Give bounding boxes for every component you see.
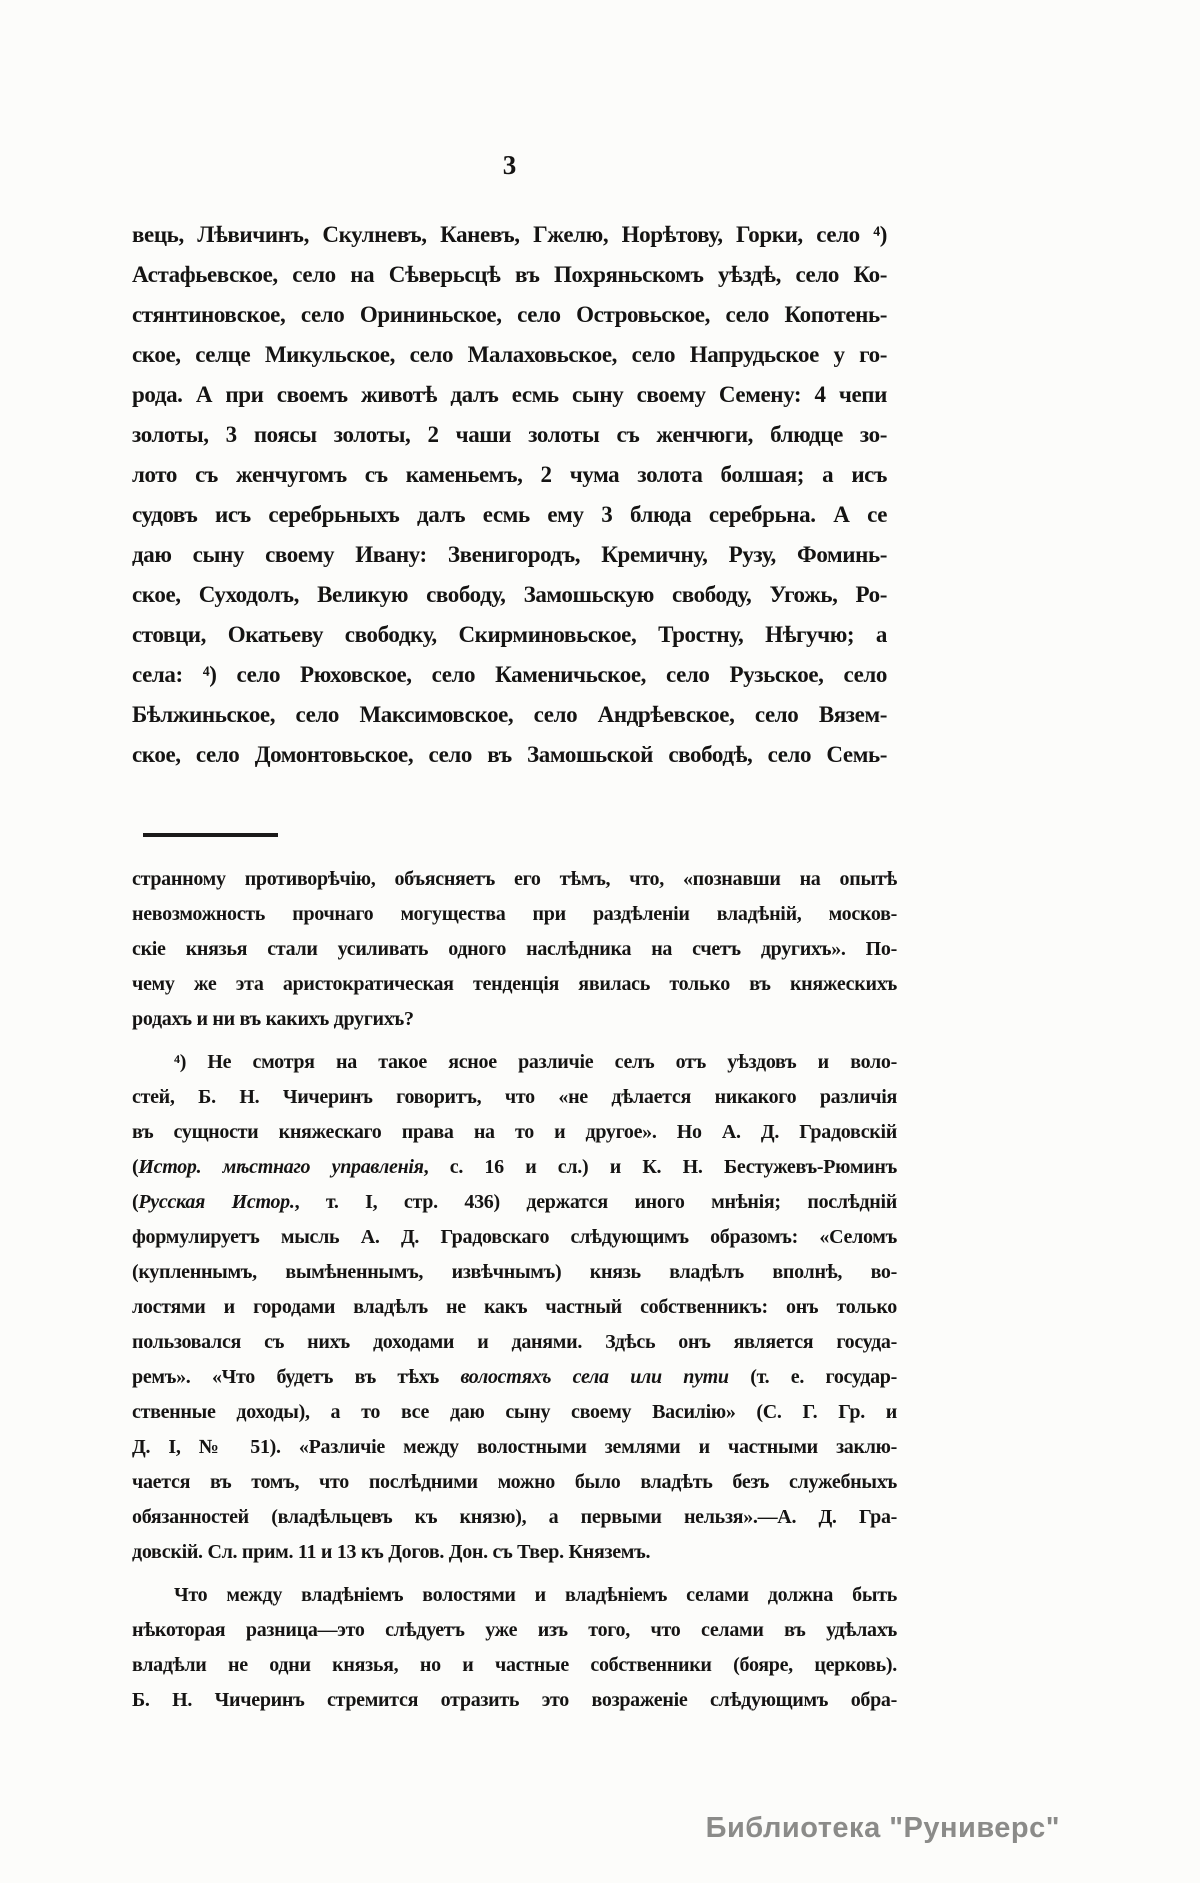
text-line: Бѣлжиньское, село Максимовское, село Андрѣевское, село Вязем- bbox=[132, 702, 887, 727]
text-line: золоты, 3 поясы золоты, 2 чаши золоты съ женчюги, блюдце зо- bbox=[132, 422, 887, 447]
footnote-paragraph bbox=[132, 1045, 897, 1570]
text-line: (купленнымъ, вымѣненнымъ, извѣчнымъ) князь владѣлъ вполнѣ, во- bbox=[132, 1261, 897, 1283]
page-number: 3 bbox=[502, 150, 517, 180]
text-line: довскій. Сл. прим. 11 и 13 къ Догов. Дон. съ Твер. Княземъ. bbox=[132, 1541, 651, 1563]
text-line: Что между владѣніемъ волостями и владѣніемъ селами должна быть bbox=[174, 1584, 897, 1606]
text-line: Астафьевское, село на Сѣверьсцѣ въ Похряньскомъ уѣздѣ, село Ко- bbox=[132, 262, 887, 287]
watermark: Библиотека "Руниверс" bbox=[705, 1812, 1060, 1844]
text-line: ское, Суходолъ, Великую свободу, Замошьскую свободу, Угожь, Ро- bbox=[132, 582, 887, 607]
text-line: судовъ исъ серебрьныхъ далъ есмь ему 3 блюда серебрьна. А се bbox=[132, 502, 887, 527]
text-line: скіе князья стали усиливать одного наслѣдника на счетъ другихъ». По- bbox=[132, 938, 897, 960]
text-line: ⁴) Не смотря на такое ясное различіе селъ отъ уѣздовъ и воло- bbox=[174, 1051, 897, 1073]
text-line: пользовался съ нихъ доходами и данями. Здѣсь онъ является госуда- bbox=[132, 1331, 897, 1353]
text-line: Д. I, № 51). «Различіе между волостными землями и частными заклю- bbox=[132, 1436, 897, 1458]
text-line: даю сыну своему Ивану: Звенигородъ, Кремичну, Рузу, Фоминь- bbox=[132, 542, 887, 567]
text-line: ское, село Домонтовьское, село въ Замошьской свободѣ, село Семь- bbox=[132, 742, 887, 767]
text-line: (Истор. мѣстнаго управленія, с. 16 и сл.) и К. Н. Бестужевъ-Рюминъ bbox=[132, 1156, 897, 1178]
text-line: лото съ женчугомъ съ каменьемъ, 2 чума золота болшая; а исъ bbox=[132, 462, 887, 487]
text-line: чается въ томъ, что послѣдними можно было владѣть безъ служебныхъ bbox=[132, 1471, 897, 1493]
text-line: въ сущности княжескаго права на то и другое». Но А. Д. Градовскій bbox=[132, 1121, 897, 1143]
text-line: ственные доходы), а то все даю сыну своему Василію» (С. Г. Гр. и bbox=[132, 1401, 897, 1423]
text-line: обязанностей (владѣльцевъ къ князю), а первыми нельзя».—А. Д. Гра- bbox=[132, 1506, 897, 1528]
text-line: чему же эта аристократическая тенденція явилась только въ княжескихъ bbox=[132, 973, 897, 995]
text-line: странному противорѣчію, объясняетъ его тѣмъ, что, «познавши на опытѣ bbox=[132, 868, 897, 890]
text-line: владѣли не одни князья, но и частные собственники (бояре, церковь). bbox=[132, 1654, 897, 1676]
text-line: формулируетъ мысль А. Д. Градовскаго слѣдующимъ образомъ: «Селомъ bbox=[132, 1226, 897, 1248]
text-line: лостями и городами владѣлъ не какъ частный собственникъ: онъ только bbox=[132, 1296, 897, 1318]
text-line: стей, Б. Н. Чичеринъ говоритъ, что «не дѣлается никакого различія bbox=[132, 1086, 897, 1108]
text-line: стовци, Окатьеву свободку, Скирминовьское, Тростну, Нѣгучю; а bbox=[132, 622, 887, 647]
text-line: ремъ». «Что будетъ въ тѣхъ волостяхъ села или пути (т. е. государ- bbox=[132, 1366, 897, 1388]
text-line: рода. А при своемъ животѣ далъ есмь сыну своему Семену: 4 чепи bbox=[132, 382, 887, 407]
main-text-block bbox=[132, 215, 887, 775]
text-line: Б. Н. Чичеринъ стремится отразить это возраженіе слѣдующимъ обра- bbox=[132, 1689, 897, 1711]
text-line: (Русская Истор., т. I, стр. 436) держатся иного мнѣнія; послѣдній bbox=[132, 1191, 897, 1213]
text-line: нѣкоторая разница—это слѣдуетъ уже изъ того, что селами въ удѣлахъ bbox=[132, 1619, 897, 1641]
text-line: ское, селце Микульское, село Малаховьское, село Напрудьское у го- bbox=[132, 342, 887, 367]
text-line: невозможность прочнаго могущества при раздѣленіи владѣній, москов- bbox=[132, 903, 897, 925]
text-line: села: ⁴) село Рюховское, село Каменичьское, село Рузьское, село bbox=[132, 662, 887, 687]
footnote-paragraph bbox=[132, 862, 897, 1037]
text-line: родахъ и ни въ какихъ другихъ? bbox=[132, 1008, 414, 1030]
text-line: вець, Лѣвичинъ, Скулневъ, Каневъ, Гжелю, Норѣтову, Горки, село ⁴) bbox=[132, 222, 887, 247]
footnote-paragraph bbox=[132, 1578, 897, 1718]
footnotes-block bbox=[132, 862, 897, 1726]
text-line: стянтиновское, село Орининьское, село Островьское, село Копотень- bbox=[132, 302, 887, 327]
footnote-separator-rule bbox=[143, 833, 278, 837]
